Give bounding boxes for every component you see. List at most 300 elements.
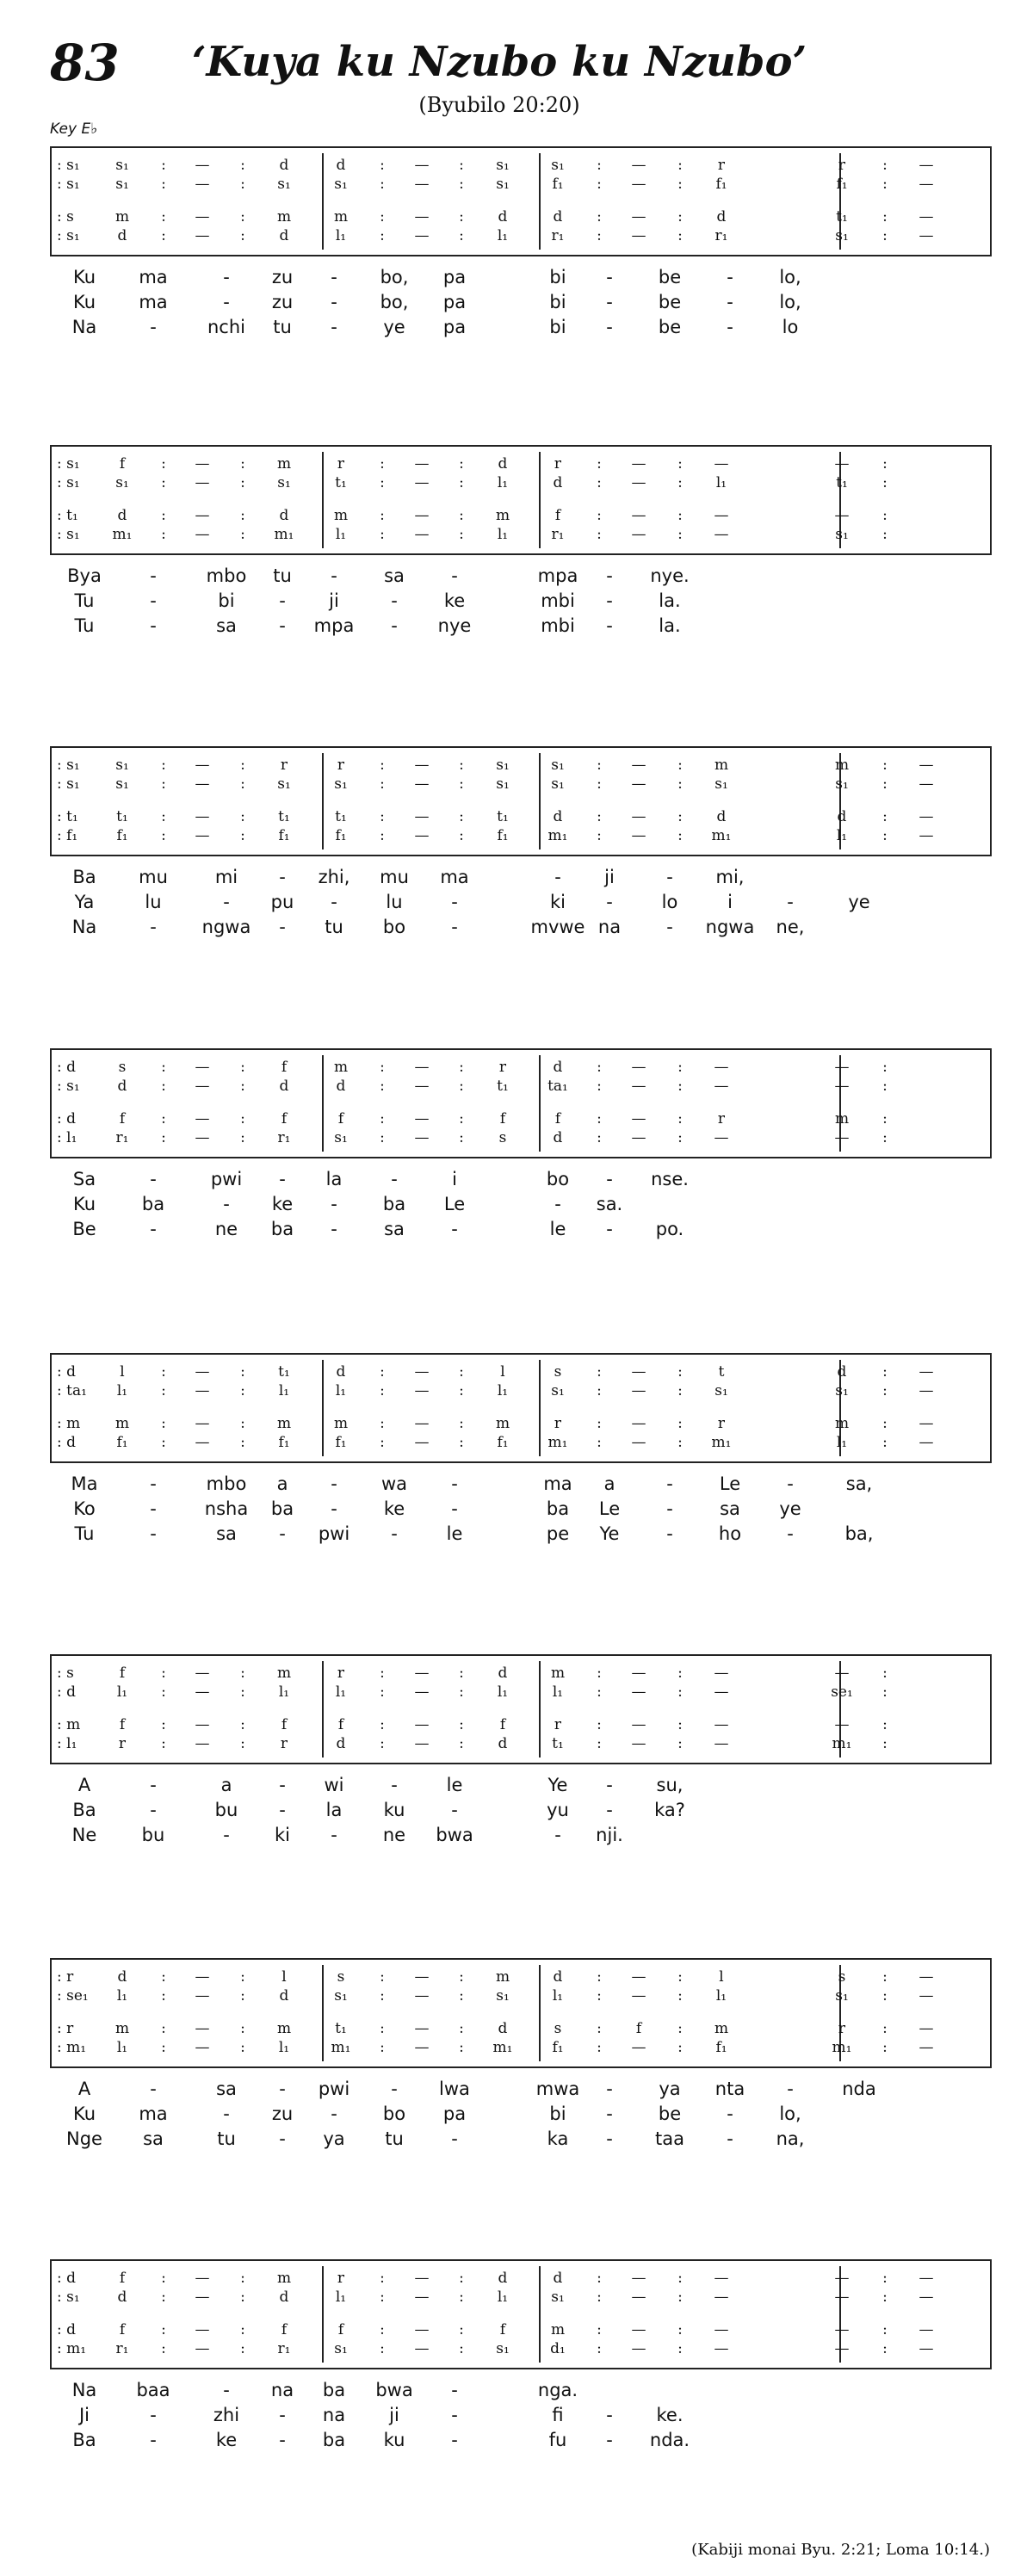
solfa-note: — [919,827,934,844]
solfa-note: : [882,507,888,524]
solfa-note: — [414,2020,430,2037]
solfa-note: se₁ [831,1683,853,1701]
solfa-note: r [280,757,288,774]
solfa-note: s₁ [835,1987,849,2005]
solfa-note: m [550,1665,566,1682]
solfa-note: : [882,1987,888,2005]
solfa-note: l₁ [278,1683,290,1701]
solfa-note: : [459,1078,464,1095]
solfa-note: : [677,2340,683,2357]
solfa-note: : [380,2020,385,2037]
lyric-syllable: - [666,1498,673,1519]
lyric-syllable: ji [389,2405,399,2425]
solfa-note: — [919,775,934,793]
solfa-note: : [459,2020,464,2037]
solfa-note: s₁ [835,775,849,793]
solfa-note: : [597,1078,602,1095]
solfa-note: s₁ [334,176,348,193]
lyric-syllable: mbo [206,1473,247,1494]
solfa-note: s₁ [334,2340,348,2357]
solfa-note: s₁ [835,1382,849,1399]
lyric-syllable: Ku [72,267,96,287]
solfa-note: : d [57,1683,77,1701]
solfa-note: — [631,757,646,774]
lyric-syllable: - [223,1194,230,1214]
solfa-note: : [882,1415,888,1432]
solfa-note: : [380,2039,385,2056]
solfa-note: — [414,1665,430,1682]
lyric-line [50,2430,992,2454]
solfa-note: d [498,1735,508,1752]
lyric-syllable: - [391,2079,398,2099]
voice-part [52,1434,990,1455]
lyric-syllable: - [727,2128,733,2149]
solfa-note: s₁ [496,757,510,774]
solfa-note: : t₁ [57,507,78,524]
solfa-note: — [414,1716,430,1733]
lyric-syllable: Ji [78,2405,90,2425]
voice-part [52,2270,990,2290]
solfa-note: : d [57,1363,77,1381]
lyric-syllable: nga. [537,2380,578,2400]
solfa-note: — [195,526,210,543]
solfa-note: — [195,1735,210,1752]
solfa-note: m [714,2020,729,2037]
voice-part [52,455,990,476]
solfa-staff [50,2259,992,2369]
solfa-note: m [276,2270,292,2287]
solfa-note: : [597,1415,602,1432]
lyric-syllable: bo [546,1169,570,1189]
solfa-note: — [834,1078,850,1095]
solfa-note: : [161,2039,166,2056]
solfa-note: : [380,157,385,174]
solfa-note: — [195,507,210,524]
lyric-syllable: - [606,590,613,611]
solfa-note: l₁ [116,2039,128,2056]
solfa-note: : [240,2039,245,2056]
solfa-note: l₁ [116,1382,128,1399]
voice-part [52,2289,990,2309]
solfa-note: — [919,2039,934,2056]
solfa-note: : [597,507,602,524]
lyric-line [50,317,992,341]
solfa-note: t₁ [335,2020,347,2037]
lyric-line [50,1825,992,1849]
lyric-syllable: - [279,2405,286,2425]
lyric-line [50,1775,992,1799]
lyric-syllable: tu [273,317,292,337]
solfa-note: — [631,2340,646,2357]
voice-part [52,2039,990,2060]
voice-part [52,1129,990,1150]
solfa-note: — [414,1110,430,1127]
solfa-note: : [597,2321,602,2338]
solfa-note: m [333,208,349,225]
lyric-syllable: sa [143,2128,164,2149]
solfa-note: : [240,1665,245,1682]
solfa-note: l₁ [497,1382,509,1399]
solfa-note: f₁ [335,1434,347,1451]
solfa-note: f [119,455,126,473]
solfa-note: — [414,526,430,543]
solfa-note: : [380,526,385,543]
voice-part [52,474,990,495]
solfa-note: : [459,1735,464,1752]
solfa-note: : [161,1129,166,1146]
lyric-syllable: ma [139,267,168,287]
solfa-note: d [279,507,289,524]
solfa-note: : [459,474,464,491]
solfa-note: — [195,1382,210,1399]
solfa-note: r [838,2020,846,2037]
lyric-syllable: la. [659,590,681,611]
solfa-note: : [882,1968,888,1986]
solfa-note: d [553,2270,563,2287]
voice-part [52,1968,990,1989]
lyric-syllable: - [150,2430,157,2450]
voice-part [52,1059,990,1079]
solfa-note: — [714,2321,729,2338]
lyric-syllable: bi [218,590,235,611]
solfa-note: : [380,1665,385,1682]
solfa-note: f [119,2321,126,2338]
solfa-note: — [714,1665,729,1682]
lyric-syllable: ku [383,2430,405,2450]
solfa-note: — [631,1683,646,1701]
solfa-note: : [240,1129,245,1146]
solfa-note: — [195,2270,210,2287]
solfa-note: f [635,2020,642,2037]
solfa-note: f [119,1110,126,1127]
solfa-note: — [714,526,729,543]
lyric-syllable: nda [842,2079,876,2099]
solfa-note: : [161,2340,166,2357]
lyric-syllable: - [279,615,286,636]
solfa-note: : m₁ [57,2039,87,2056]
solfa-note: r₁ [277,2340,291,2357]
solfa-note: — [919,176,934,193]
solfa-note: — [714,2340,729,2357]
solfa-note: l₁ [278,1382,290,1399]
solfa-note: d [336,1735,346,1752]
solfa-note: — [631,2289,646,2306]
lyric-syllable: Tu [74,590,95,611]
solfa-note: : [161,827,166,844]
solfa-note: f₁ [552,176,564,193]
solfa-note: l₁ [497,1683,509,1701]
solfa-note: s [337,1968,345,1986]
lyric-syllable: tu [217,2128,236,2149]
solfa-note: : [459,1129,464,1146]
solfa-note: : [459,1434,464,1451]
solfa-note: : [161,157,166,174]
solfa-note: — [195,1716,210,1733]
solfa-note: : [597,208,602,225]
solfa-note: m [333,1415,349,1432]
solfa-note: : [240,1415,245,1432]
solfa-note: — [195,1363,210,1381]
lyric-syllable: - [150,2079,157,2099]
solfa-note: m [834,1110,850,1127]
solfa-note: — [631,1716,646,1733]
solfa-note: — [631,1968,646,1986]
solfa-note: : [240,1078,245,1095]
lyric-syllable: le [446,1523,463,1544]
solfa-note: : [882,1735,888,1752]
solfa-note: s₁ [835,526,849,543]
solfa-note: : [240,1968,245,1986]
lyric-syllable: ka? [654,1800,685,1820]
solfa-note: : [380,455,385,473]
lyric-syllable: Le [598,1498,621,1519]
solfa-note: s₁ [551,157,565,174]
lyric-syllable: pwi [318,2079,350,2099]
lyric-syllable: - [279,867,286,887]
solfa-note: — [714,1078,729,1095]
lyric-syllable: mu [380,867,409,887]
lyric-syllable: i [727,892,733,912]
lyric-syllable: bi [549,267,566,287]
solfa-note: — [414,2270,430,2287]
solfa-note: l₁ [552,1683,564,1701]
solfa-note: f [554,1110,561,1127]
solfa-note: : [459,775,464,793]
lyric-syllable: - [331,317,337,337]
solfa-note: — [631,775,646,793]
solfa-note: — [631,526,646,543]
solfa-note: r [118,1735,127,1752]
solfa-note: — [714,1716,729,1733]
solfa-note: : l₁ [57,1735,77,1752]
solfa-note: : [380,775,385,793]
lyric-syllable: lo, [779,292,801,312]
lyric-syllable: - [606,2128,613,2149]
solfa-note: : [161,526,166,543]
solfa-note: — [195,1415,210,1432]
lyric-syllable: - [666,917,673,937]
solfa-note: : [380,1078,385,1095]
solfa-note: — [631,2321,646,2338]
solfa-note: m [550,2321,566,2338]
solfa-note: : [240,1434,245,1451]
lyric-syllable: - [666,1473,673,1494]
solfa-note: — [414,2340,430,2357]
solfa-note: : [240,1987,245,2005]
solfa-note: — [195,176,210,193]
solfa-note: — [195,827,210,844]
solfa-note: : [882,2039,888,2056]
lyric-syllable: - [223,2103,230,2124]
lyric-syllable: - [150,917,157,937]
solfa-note: : [161,1968,166,1986]
solfa-note: : [459,176,464,193]
lyric-syllable: ba [322,2430,346,2450]
lyric-line [50,2128,992,2153]
lyric-syllable: ki [550,892,566,912]
solfa-note: s₁ [277,176,291,193]
lyric-syllable: a [220,1775,232,1795]
solfa-note: : [459,2270,464,2287]
solfa-note: : m [57,1716,81,1733]
lyric-line [50,2079,992,2103]
solfa-note: r₁ [115,2340,129,2357]
solfa-note: : [882,827,888,844]
lyric-syllable: Tu [74,615,95,636]
lyric-syllable: Bya [67,565,102,586]
lyric-syllable: zu [271,292,294,312]
solfa-note: t₁ [497,1078,509,1095]
solfa-note: s₁ [115,775,129,793]
lyric-syllable: - [279,1523,286,1544]
lyric-syllable: - [150,317,157,337]
solfa-note: — [631,474,646,491]
solfa-note: : [380,1987,385,2005]
lyric-line [50,1800,992,1824]
solfa-note: — [195,1110,210,1127]
solfa-note: : s₁ [57,474,80,491]
lyric-syllable: sa [216,2079,237,2099]
solfa-note: : [240,227,245,244]
lyric-syllable: Ne [71,1825,97,1845]
lyric-syllable: - [331,1219,337,1239]
solfa-note: ta₁ [547,1078,568,1095]
solfa-note: — [919,1415,934,1432]
solfa-note: : [597,2270,602,2287]
solfa-staff [50,1654,992,1764]
solfa-note: r [337,1665,345,1682]
lyric-syllable: - [331,267,337,287]
solfa-note: : [677,455,683,473]
lyric-syllable: a [276,1473,288,1494]
lyric-syllable: lo, [779,2103,801,2124]
voice-part [52,1987,990,2008]
lyric-syllable: nye. [650,565,690,586]
lyric-syllable: - [787,1523,794,1544]
lyric-syllable: Ko [73,1498,96,1519]
solfa-note: — [834,2270,850,2287]
solfa-note: m [714,757,729,774]
solfa-note: — [631,455,646,473]
solfa-note: m [276,208,292,225]
lyric-syllable: mi, [715,867,745,887]
lyric-syllable: - [279,917,286,937]
lyric-syllable: mpa [537,565,578,586]
solfa-note: : [459,2039,464,2056]
solfa-note: d [279,1987,289,2005]
solfa-note: — [414,208,430,225]
solfa-note: : [677,1665,683,1682]
solfa-note: f [281,1716,288,1733]
solfa-note: — [195,1129,210,1146]
lyric-syllable: taa [655,2128,684,2149]
lyric-syllable: mbi [541,615,575,636]
solfa-note: m [495,507,510,524]
solfa-note: d [716,208,727,225]
solfa-note: : [882,474,888,491]
voice-part [52,775,990,796]
solfa-note: — [714,1735,729,1752]
lyric-syllable: - [223,267,230,287]
solfa-note: d [117,227,127,244]
solfa-note: : [459,526,464,543]
solfa-note: r [554,1415,562,1432]
solfa-note: r [554,1716,562,1733]
solfa-note: — [919,2270,934,2287]
lyric-syllable: ngwa [201,917,251,937]
solfa-note: — [414,2321,430,2338]
solfa-note: f [337,2321,344,2338]
solfa-note: s₁ [551,757,565,774]
lyric-line [50,1194,992,1218]
solfa-note: : [882,2340,888,2357]
solfa-note: : r [57,2020,74,2037]
lyric-syllable: bo, [380,267,409,287]
lyric-syllable: - [331,1825,337,1845]
solfa-note: — [414,1363,430,1381]
solfa-note: d [553,1059,563,1076]
solfa-note: : [882,2270,888,2287]
lyric-line [50,1169,992,1193]
solfa-note: s [554,2020,562,2037]
lyric-syllable: ngwa [705,917,755,937]
solfa-note: — [631,1735,646,1752]
solfa-note: : [882,157,888,174]
voice-part [52,1415,990,1436]
solfa-note: : [240,2321,245,2338]
lyric-syllable: mwa [535,2079,580,2099]
lyric-line [50,867,992,891]
solfa-note: — [631,1415,646,1432]
solfa-note: : m [57,1415,81,1432]
solfa-note: : [677,2289,683,2306]
voice-part [52,2321,990,2342]
solfa-note: : [597,474,602,491]
lyric-syllable: lo, [779,267,801,287]
lyric-syllable: Ya [74,892,95,912]
solfa-note: — [714,507,729,524]
lyric-syllable: le [446,1775,463,1795]
solfa-note: l₁ [335,1683,347,1701]
solfa-note: : [240,1059,245,1076]
lyric-syllable: ke [215,2430,238,2450]
lyric-line [50,1523,992,1547]
solfa-note: — [414,157,430,174]
solfa-note: f [499,2321,506,2338]
solfa-note: : [380,1415,385,1432]
solfa-note: : [677,157,683,174]
lyric-syllable: - [223,892,230,912]
solfa-note: d [553,808,563,825]
solfa-note: — [414,455,430,473]
solfa-note: : [459,1059,464,1076]
lyric-syllable: Le [719,1473,741,1494]
solfa-note: : [597,1129,602,1146]
solfa-note: s₁ [496,157,510,174]
solfa-note: m₁ [547,1434,568,1451]
solfa-note: d [279,157,289,174]
solfa-staff [50,146,992,256]
lyric-syllable: Ba [72,867,96,887]
solfa-note: : [161,1716,166,1733]
solfa-note: d [336,1078,346,1095]
voice-part [52,227,990,248]
solfa-note: : [459,1968,464,1986]
lyric-syllable: - [279,1169,286,1189]
solfa-note: m [276,1415,292,1432]
lyric-syllable: - [150,565,157,586]
solfa-note: — [631,808,646,825]
